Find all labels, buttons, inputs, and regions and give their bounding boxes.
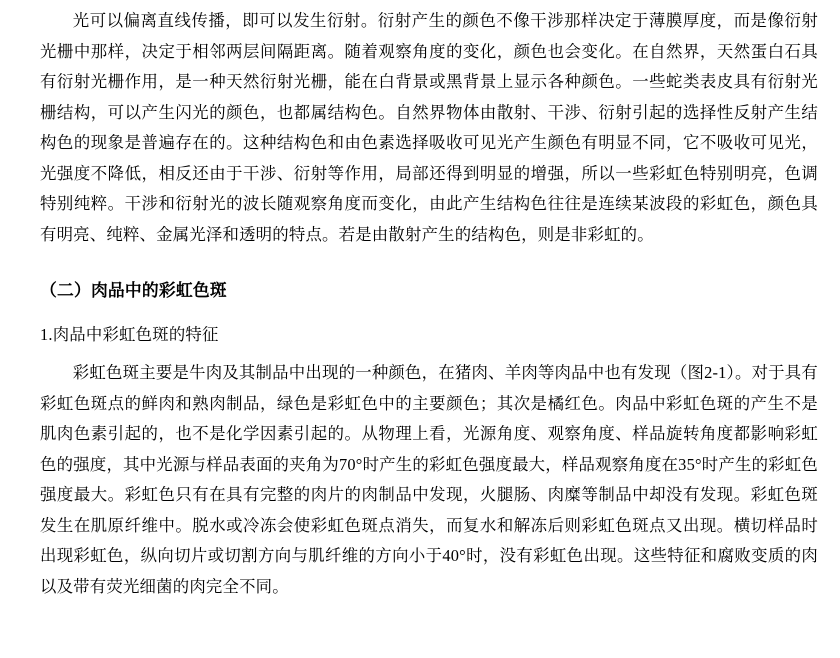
spacer [40,306,818,320]
spacer [40,250,818,276]
section-heading-rainbow-spots: （二）肉品中的彩虹色斑 [40,281,227,300]
spacer [40,350,818,358]
paragraph-structural-color-intro: 光可以偏离直线传播，即可以发生衍射。衍射产生的颜色不像干涉那样决定于薄膜厚度，而是像衍射光栅中那样，决定于相邻两层间隔距离。随着观察角度的变化，颜色也会变化。在自然界，天然蛋白石具有衍射光栅作用，是一种天然衍射光栅，能在白背景或黑背景上显示各种颜色。一些蛇类表皮具有衍射光栅结构，可以产生闪光的颜色，也都属结构色。自然界物体由散射、干涉、衍射引起的选择性反射产生结构色的现象是普遍存在的。这种结构色和由色素选择吸收可见光产生颜色有明显不同，它不吸收可见光，光强度不降低，相反还由于干涉、衍射等作用，局部还得到明显的增强，所以一些彩虹色特别明亮，色调特别纯粹。干涉和衍射光的波长随观察角度而变化，由此产生结构色往往是连续某波段的彩虹色，颜色具有明亮、纯粹、金属光泽和透明的特点。若是由散射产生的结构色，则是非彩虹的。 [40,11,818,244]
paragraph-rainbow-spot-features: 彩虹色斑主要是牛肉及其制品中出现的一种颜色，在猪肉、羊肉等肉品中也有发现（图2-1）。对于具有彩虹色斑点的鲜肉和熟肉制品，绿色是彩虹色中的主要颜色；其次是橘红色。肉品中彩虹色斑的产生不是肌肉色素引起的，也不是化学因素引起的。从物理上看，光源角度、观察角度、样品旋转角度都影响彩虹色的强度，其中光源与样品表面的夹角为70°时产生的彩虹色强度最大，样品观察角度在35°时产生的彩虹色强度最大。彩虹色只有在具有完整的肉片的肉制品中发现，火腿肠、肉糜等制品中却没有发现。彩虹色斑发生在肌原纤维中。脱水或冷冻会使彩虹色斑点消失，而复水和解冻后则彩虹色斑点又出现。横切样品时出现彩虹色，纵向切片或切割方向与肌纤维的方向小于40°时，没有彩虹色出现。这些特征和腐败变质的肉以及带有荧光细菌的肉完全不同。 [40,363,818,596]
subsection-heading-characteristics: 1.肉品中彩虹色斑的特征 [40,325,219,344]
